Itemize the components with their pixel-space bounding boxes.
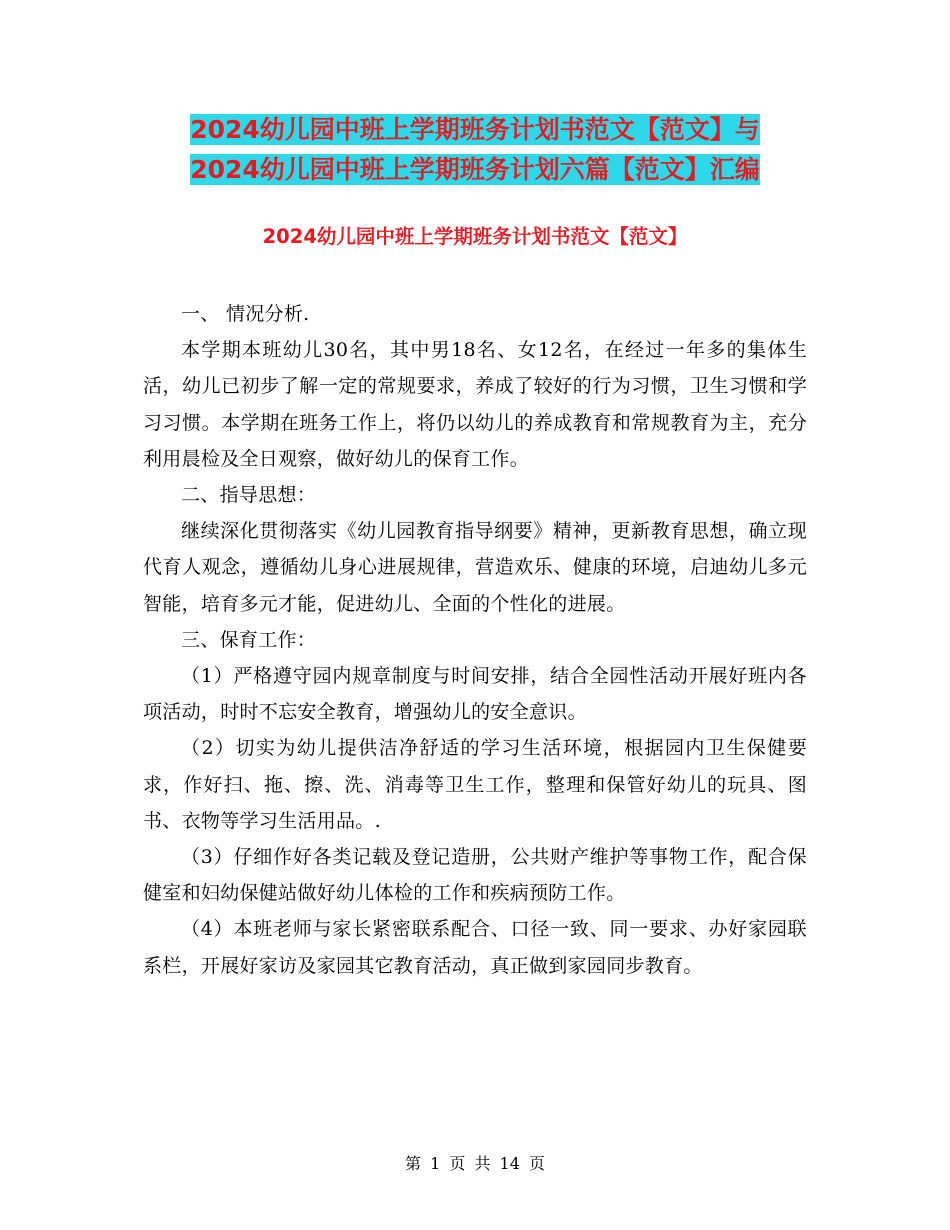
paragraph-care-item-1: （1）严格遵守园内规章制度与时间安排，结合全园性活动开展好班内各项活动，时时不忘安全教育，增强幼儿的安全意识。 xyxy=(143,665,807,724)
paragraph-care-item-3: （3）仔细作好各类记载及登记造册，公共财产维护等事物工作，配合保健室和妇幼保健站做好幼儿体检的工作和疾病预防工作。 xyxy=(143,846,807,905)
main-title-line-1 xyxy=(140,110,810,150)
heading-care-work: 三、保育工作： xyxy=(181,628,317,651)
page-number-footer: 第 1 页 共 14 页 xyxy=(405,1154,545,1173)
main-title-line-1-text: 2024幼儿园中班上学期班务计划书范文【范文】与 xyxy=(190,115,760,144)
main-title-line-2 xyxy=(140,150,810,190)
section-title: 2024幼儿园中班上学期班务计划书范文【范文】 xyxy=(262,225,688,248)
main-title xyxy=(140,110,810,190)
document-body xyxy=(143,296,807,984)
paragraph-care-item-4: （4）本班老师与家长紧密联系配合、口径一致、同一要求、办好家园联系栏，开展好家访及家园其它教育活动，真正做到家园同步教育。 xyxy=(143,918,807,977)
main-title-line-2-text: 2024幼儿园中班上学期班务计划六篇【范文】汇编 xyxy=(190,155,760,184)
paragraph-care-item-2: （2）切实为幼儿提供洁净舒适的学习生活环境，根据园内卫生保健要求，作好扫、拖、擦、洗、消毒等卫生工作，整理和保管好幼儿的玩具、图书、衣物等学习生活用品。. xyxy=(143,737,807,832)
heading-situation-analysis: 一、 情况分析. xyxy=(181,303,310,325)
paragraph-situation: 本学期本班幼儿30名，其中男18名、女12名，在经过一年多的集体生活，幼儿已初步了解一定的常规要求，养成了较好的行为习惯，卫生习惯和学习习惯。本学期在班务工作上，将仍以幼儿的养成教育和常规教育为主，充分利用晨检及全日观察，做好幼儿的保育工作。 xyxy=(143,339,807,470)
paragraph-guiding-thought: 继续深化贯彻落实《幼儿园教育指导纲要》精神，更新教育思想，确立现代育人观念，遵循幼儿身心进展规律，营造欢乐、健康的环境，启迪幼儿多元智能，培育多元才能，促进幼儿、全面的个性化的进展。 xyxy=(143,520,807,615)
heading-guiding-thought: 二、指导思想： xyxy=(181,484,317,507)
